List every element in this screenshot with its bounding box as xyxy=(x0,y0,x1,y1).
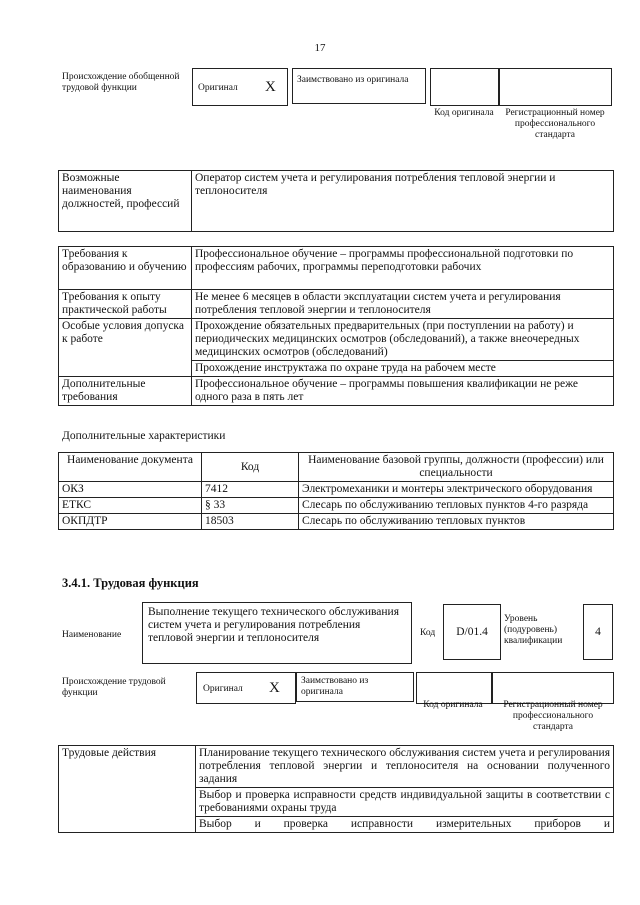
action-item: Выбор и проверка исправности измерительных приборов и xyxy=(196,817,614,833)
actions-label: Трудовые действия xyxy=(59,746,196,833)
experience-label: Требования к опыту практической работы xyxy=(59,290,192,319)
positions-table xyxy=(58,170,614,232)
header-code: Код xyxy=(202,453,299,482)
function-name-label: Наименование xyxy=(62,630,122,640)
function-code-label: Код xyxy=(420,628,436,638)
x2-mark: X xyxy=(269,680,280,696)
borrowed-cell: Заимствовано из оригинала xyxy=(292,68,426,104)
origin-original-cell xyxy=(192,68,288,106)
origin-label: Происхождение обобщенной трудовой функции xyxy=(62,72,180,93)
row-name: Электромеханики и монтеры электрического оборудования xyxy=(299,482,614,498)
action-item: Планирование текущего технического обслуживания систем учета и регулирования потребления тепловой энергии и теплоносителя на основании полученного задания xyxy=(196,746,614,788)
code-original-label: Код оригинала xyxy=(434,108,494,118)
positions-label: Возможные наименования должностей, профессий xyxy=(59,171,192,232)
additional-req-value: Профессиональное обучение – программы повышения квалификации не реже одного раза в пять лет xyxy=(192,377,614,406)
row-code: 18503 xyxy=(202,514,299,530)
additional-req-label: Дополнительные требования xyxy=(59,377,192,406)
header-group: Наименование базовой группы, должности (профессии) или специальности xyxy=(299,453,614,482)
original2-label: Оригинал xyxy=(203,684,243,694)
actions-table xyxy=(58,745,614,833)
experience-value: Не менее 6 месяцев в области эксплуатации систем учета и регулирования потребления тепловой энергии и теплоносителя xyxy=(192,290,614,319)
row-code: § 33 xyxy=(202,498,299,514)
row-doc: ЕТКС xyxy=(59,498,202,514)
origin2-label: Происхождение трудовой функции xyxy=(62,677,166,698)
header-document: Наименование документа xyxy=(59,453,202,482)
reg-number-label: Регистрационный номер профессионального стандарта xyxy=(505,108,605,140)
x-mark: X xyxy=(265,79,276,95)
additional-table xyxy=(58,452,614,530)
code-original2-label: Код оригинала xyxy=(423,700,483,710)
borrowed2-cell: Заимствовано из оригинала xyxy=(296,672,414,702)
special-conditions-label: Особые условия допуска к работе xyxy=(59,319,192,377)
row-name: Слесарь по обслуживанию тепловых пунктов 4-го разряда xyxy=(299,498,614,514)
function-name-value: Выполнение текущего технического обслуживания систем учета и регулирования потребления тепловой энергии и теплоносителя xyxy=(142,602,412,664)
special-conditions-value-2: Прохождение инструктажа по охране труда на рабочем месте xyxy=(192,361,614,377)
education-label: Требования к образованию и обучению xyxy=(59,247,192,290)
original-label: Оригинал xyxy=(198,83,238,93)
row-doc: ОКПДТР xyxy=(59,514,202,530)
action-item: Выбор и проверка исправности средств индивидуальной защиты в соответствии с требованиями охраны труда xyxy=(196,788,614,817)
level-label: Уровень (подуровень) квалификации xyxy=(504,614,563,646)
function-code-value: D/01.4 xyxy=(443,604,501,660)
additional-title: Дополнительные характеристики xyxy=(62,430,226,442)
row-name: Слесарь по обслуживанию тепловых пунктов xyxy=(299,514,614,530)
section-title: 3.4.1. Трудовая функция xyxy=(62,576,199,590)
row-code: 7412 xyxy=(202,482,299,498)
page-number: 17 xyxy=(314,42,326,54)
positions-value: Оператор систем учета и регулирования потребления тепловой энергии и теплоносителя xyxy=(192,171,614,232)
education-value: Профессиональное обучение – программы профессиональной подготовки по профессиям рабочих, программы переподготовки рабочих xyxy=(192,247,614,290)
special-conditions-value-1: Прохождение обязательных предварительных (при поступлении на работу) и периодических медицинских осмотров (обследований), а также внеочередных медицинских осмотров (обследований) xyxy=(192,319,614,361)
requirements-table xyxy=(58,246,614,406)
reg-number2-label: Регистрационный номер профессионального стандарта xyxy=(503,700,603,732)
origin2-original-cell xyxy=(196,672,296,704)
level-value: 4 xyxy=(583,604,613,660)
code-original-cell xyxy=(430,68,499,106)
row-doc: ОКЗ xyxy=(59,482,202,498)
reg-number-cell xyxy=(499,68,612,106)
